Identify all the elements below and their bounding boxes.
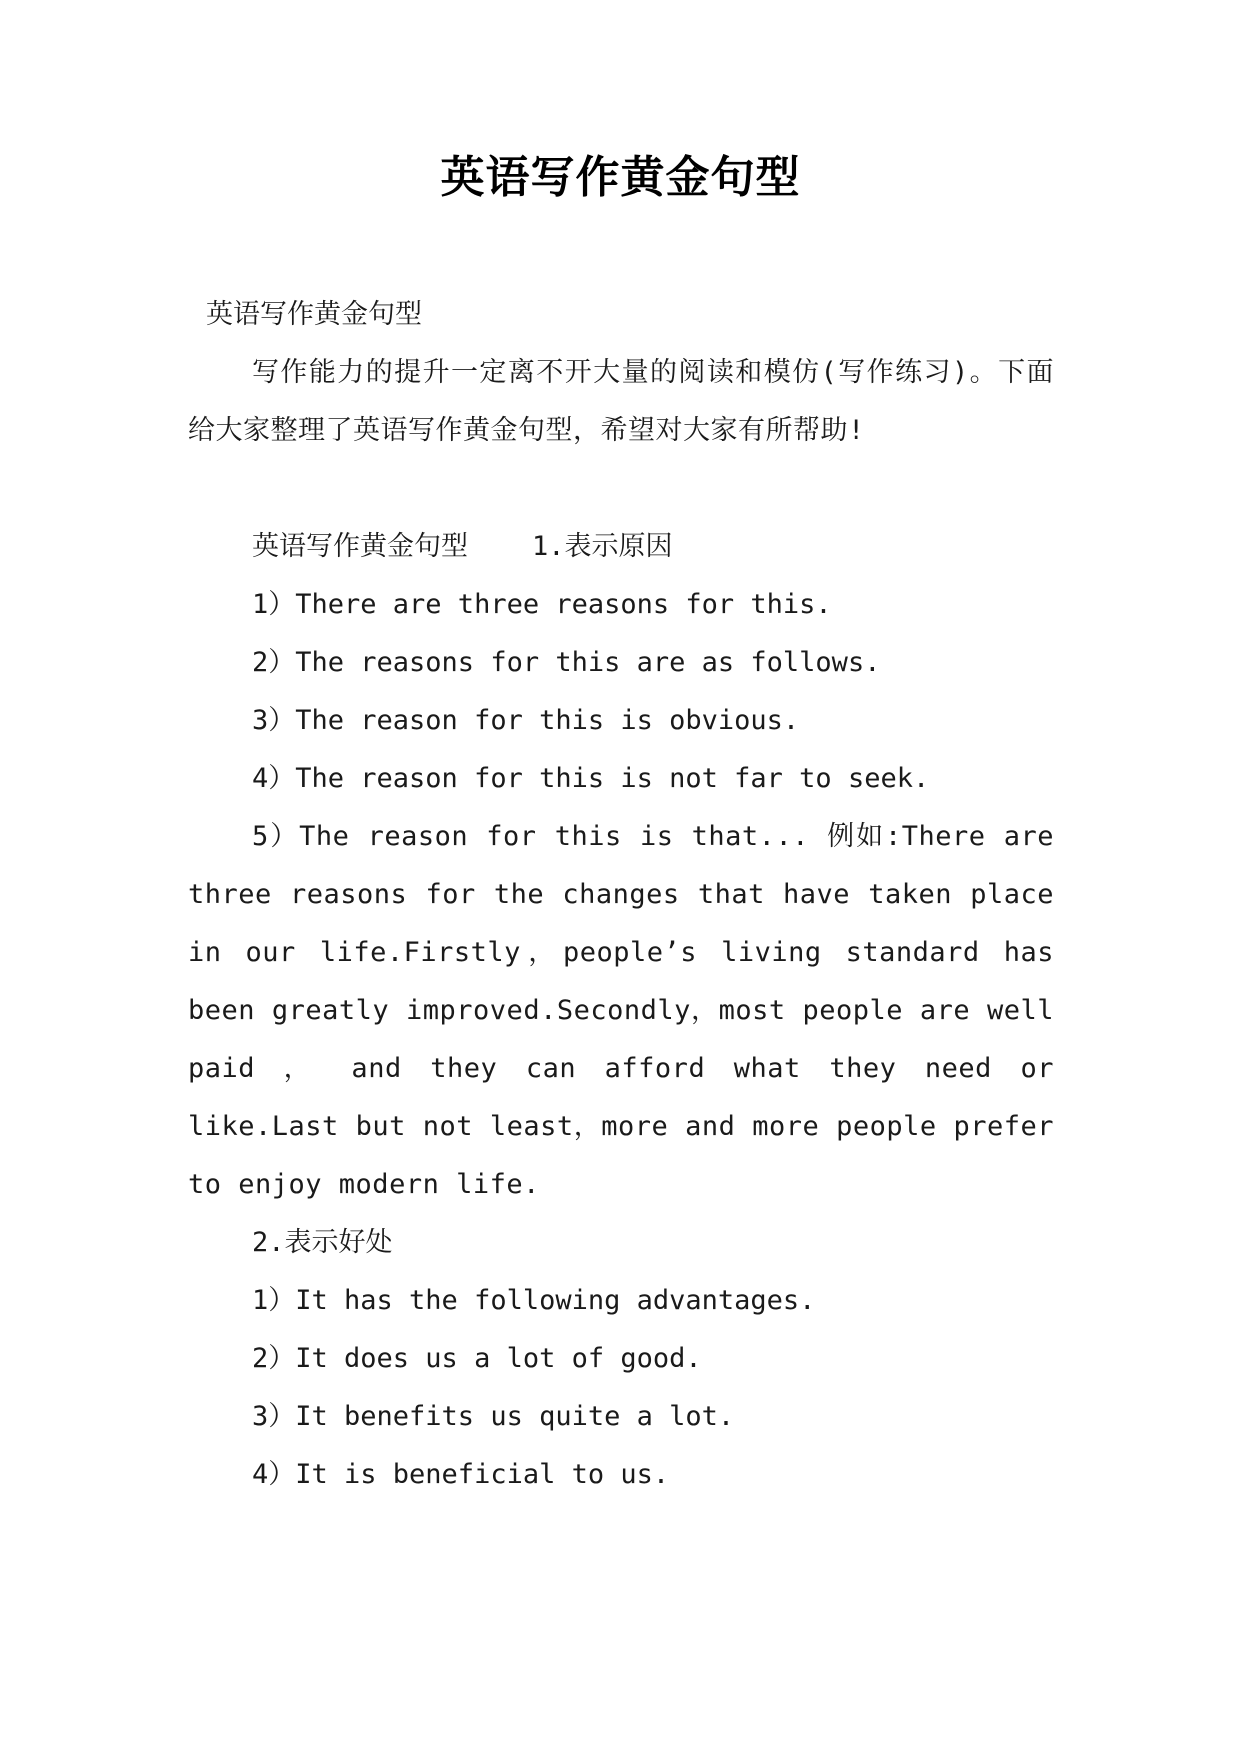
section-heading-label: 1.表示原因	[532, 531, 673, 562]
list-item: 1）There are three reasons for this.	[252, 589, 832, 620]
paragraph-spacer	[188, 460, 1054, 518]
list-item: 3）It benefits us quite a lot.	[252, 1401, 735, 1432]
document-subtitle: 英语写作黄金句型	[206, 299, 422, 330]
list-item-example: 5）The reason for this is that... 例如:There are three reasons for the changes that have taken place in our life.Firstly，people’s living standard has been greatly improved.Secondly，most people are well paid ， and they can afford what they need or like.Last but not least，more and more people prefer to enjoy modern life.	[188, 821, 1054, 1200]
intro-paragraph: 写作能力的提升一定离不开大量的阅读和模仿(写作练习)。下面给大家整理了英语写作黄金句型，希望对大家有所帮助!	[188, 357, 1054, 446]
section-heading-causes	[188, 518, 1054, 576]
section-heading-benefits: 2.表示好处	[252, 1227, 393, 1258]
list-item: 1）It has the following advantages.	[252, 1285, 816, 1316]
list-item: 2）The reasons for this are as follows.	[252, 647, 881, 678]
list-item: 2）It does us a lot of good.	[252, 1343, 702, 1374]
document-title: 英语写作黄金句型	[440, 152, 801, 203]
list-item: 4）It is beneficial to us.	[252, 1459, 670, 1490]
list-item: 3）The reason for this is obvious.	[252, 705, 800, 736]
list-item: 4）The reason for this is not far to seek.	[252, 763, 930, 794]
section-heading-prefix: 英语写作黄金句型	[252, 531, 468, 562]
document-body	[188, 286, 1054, 1504]
